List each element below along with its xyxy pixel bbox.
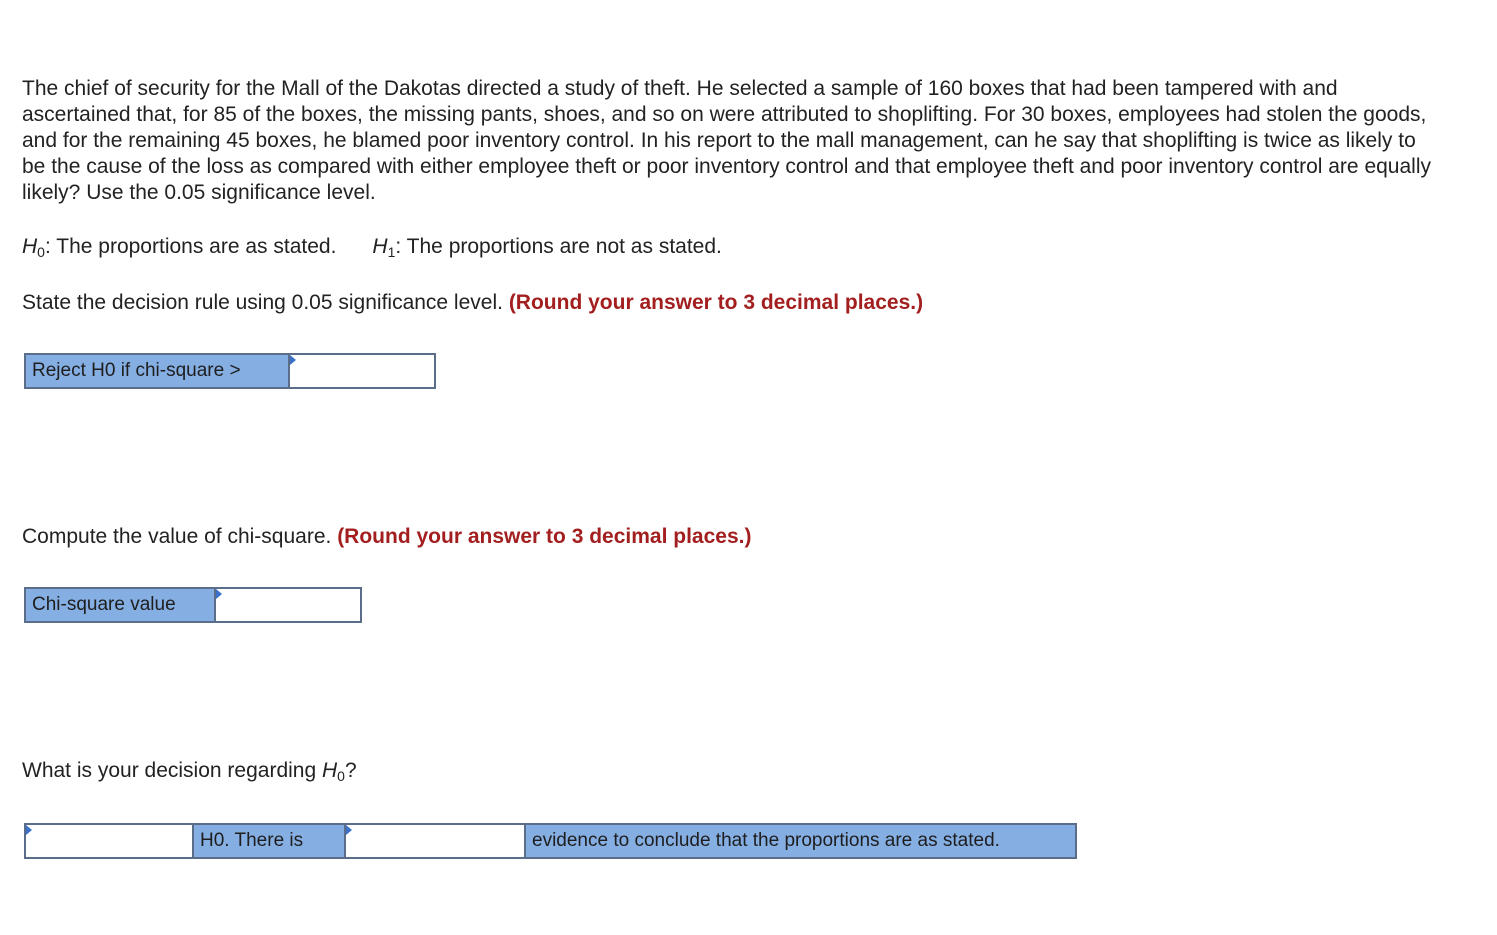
dropdown-flag-icon xyxy=(26,825,32,835)
h1-text: : The proportions are not as stated. xyxy=(395,235,722,258)
chi-square-input[interactable] xyxy=(216,589,360,621)
h0-text: : The proportions are as stated. xyxy=(44,235,337,258)
problem-statement: The chief of security for the Mall of the Dakotas directed a study of theft. He selected a sample of 160 boxes that had been tampered with and ascertained that, for 85 of the boxes, the missing pants, shoes, and so on were attributed to shoplifting. For 30 boxes, employees had stolen the goods, and for the remaining 45 boxes, he blamed poor inventory control. In his report to the mall management, can he say that shoplifting is twice as likely to be the cause of the loss as compared with either employee theft or poor inventory control and that employee theft and poor inventory control are equally likely? Use the 0.05 significance level. xyxy=(22,77,1431,204)
decision-h0-symbol: H xyxy=(321,759,338,782)
chi-square-question: Compute the value of chi-square. xyxy=(22,525,332,548)
decision-rule-question: State the decision rule using 0.05 significance level. xyxy=(22,291,503,314)
answer-flag-icon xyxy=(216,589,222,599)
decision-question-end: ? xyxy=(344,759,357,782)
dropdown-flag-icon xyxy=(346,825,352,835)
decision-rule-cell xyxy=(288,355,434,387)
hypotheses xyxy=(22,233,722,261)
reject-decision-select[interactable] xyxy=(26,825,192,857)
chi-square-prompt xyxy=(22,523,751,551)
chi-square-rounding-note: (Round your answer to 3 decimal places.) xyxy=(337,525,752,548)
chi-square-label: Chi-square value xyxy=(26,589,214,621)
evidence-select[interactable] xyxy=(346,825,524,857)
critical-value-input[interactable] xyxy=(290,355,434,387)
decision-rule-row xyxy=(24,353,436,389)
h0-subscript: 0 xyxy=(37,244,45,260)
decision-prompt xyxy=(22,757,357,785)
decision-question: What is your decision regarding xyxy=(22,759,322,782)
chi-square-row xyxy=(24,587,362,623)
null-hypothesis xyxy=(22,235,336,258)
decision-rule-prompt xyxy=(22,289,923,317)
decision-select-1-cell xyxy=(26,825,192,857)
decision-row xyxy=(24,823,1077,859)
h1-symbol: H xyxy=(372,235,388,258)
h1-subscript: 1 xyxy=(387,244,396,260)
h0-symbol: H xyxy=(22,235,38,258)
decision-rule-rounding-note: (Round your answer to 3 decimal places.) xyxy=(508,291,924,314)
decision-end-label: evidence to conclude that the proportions are as stated. xyxy=(524,825,1075,857)
chi-square-cell xyxy=(214,589,360,621)
decision-middle-label: H0. There is xyxy=(192,825,344,857)
decision-h0-subscript: 0 xyxy=(337,768,345,784)
decision-select-2-cell xyxy=(344,825,524,857)
answer-flag-icon xyxy=(290,355,296,365)
alternative-hypothesis xyxy=(372,235,721,258)
decision-rule-label: Reject H0 if chi-square > xyxy=(26,355,288,387)
